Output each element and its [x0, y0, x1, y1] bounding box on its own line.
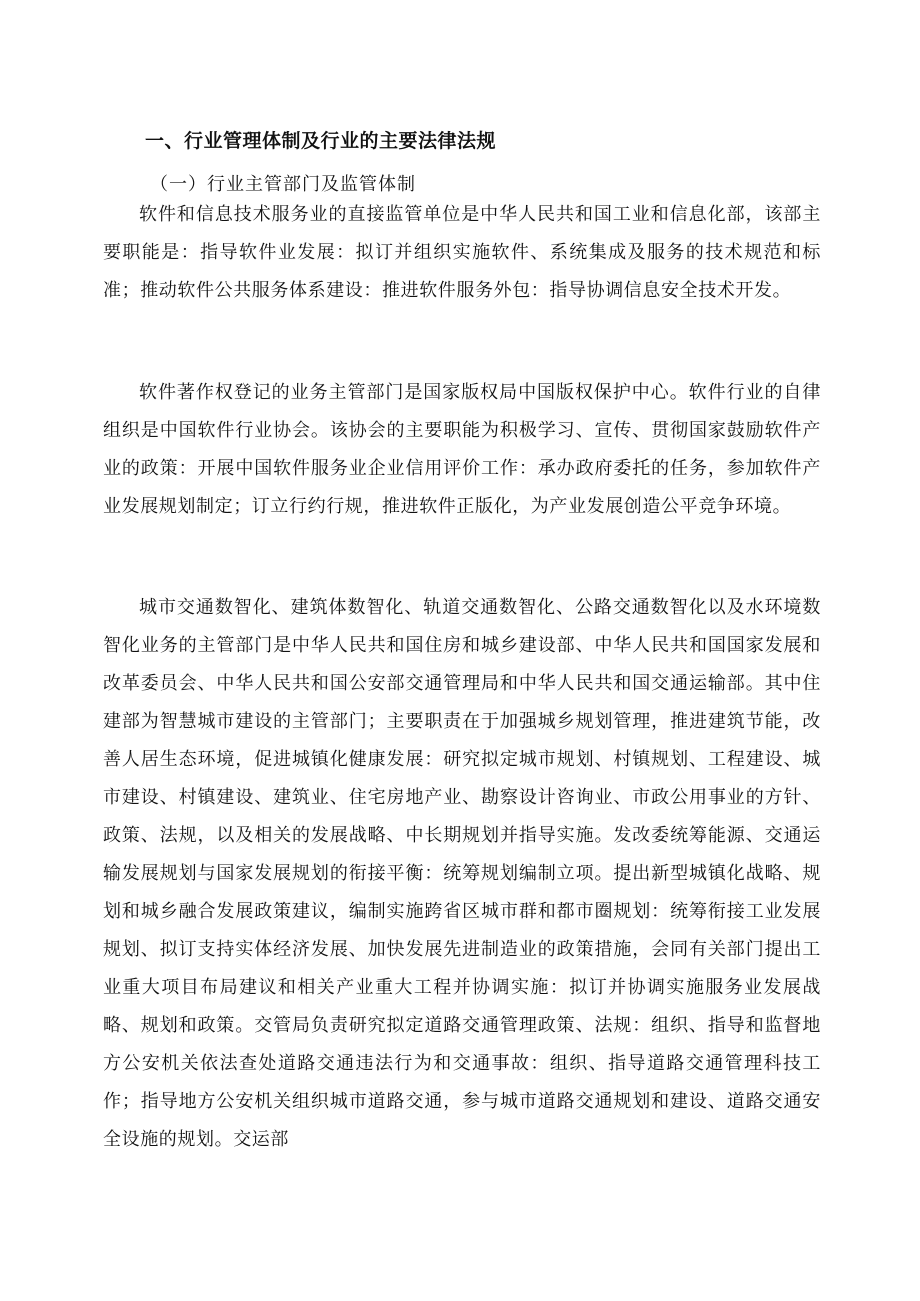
paragraph-regulator: 软件和信息技术服务业的直接监管单位是中华人民共和国工业和信息化部，该部主要职能是：指导软件业发展：拟订并组织实施软件、系统集成及服务的技术规范和标准；推动软件公共服务体系建设：推进软件服务外包：指导协调信息安全技术开发。 [103, 204, 821, 301]
section-heading: 一、行业管理体制及行业的主要法律法规 [145, 130, 497, 152]
paragraph-copyright-association: 软件著作权登记的业务主管部门是国家版权局中国版权保护中心。软件行业的自律组织是中国软件行业协会。该协会的主要职能为积极学习、宣传、贯彻国家鼓励软件产业的政策：开展中国软件服务业企业信用评价工作：承办政府委托的任务，参加软件产业发展规划制定；订立行约行规，推进软件正版化，为产业发展创造公平竞争环境。 [103, 382, 821, 517]
paragraph-urban-digitalization: 城市交通数智化、建筑体数智化、轨道交通数智化、公路交通数智化以及水环境数智化业务的主管部门是中华人民共和国住房和城乡建设部、中华人民共和国国家发展和改革委员会、中华人民共和国公安部交通管理局和中华人民共和国交通运输部。其中住建部为智慧城市建设的主管部门；主要职责在于加强城乡规划管理，推进建筑节能，改善人居生态环境，促进城镇化健康发展：研究拟定城市规划、村镇规划、工程建设、城市建设、村镇建设、建筑业、住宅房地产业、勘察设计咨询业、市政公用事业的方针、政策、法规，以及相关的发展战略、中长期规划并指导实施。发改委统筹能源、交通运输发展规划与国家发展规划的衔接平衡：统筹规划编制立项。提出新型城镇化战略、规划和城乡融合发展政策建议，编制实施跨省区城市群和都市圈规划：统筹衔接工业发展规划、拟订支持实体经济发展、加快发展先进制造业的政策措施，会同有关部门提出工业重大项目布局建议和相关产业重大工程并协调实施：拟订并协调实施服务业发展战略、规划和政策。交管局负责研究拟定道路交通管理政策、法规：组织、指导和监督地方公安机关依法查处道路交通违法行为和交通事故：组织、指导道路交通管理科技工作；指导地方公安机关组织城市道路交通，参与城市道路交通规划和建设、道路交通安全设施的规划。交运部 [103, 597, 821, 1150]
subsection-heading: （一）行业主管部门及监管体制 [150, 174, 416, 195]
